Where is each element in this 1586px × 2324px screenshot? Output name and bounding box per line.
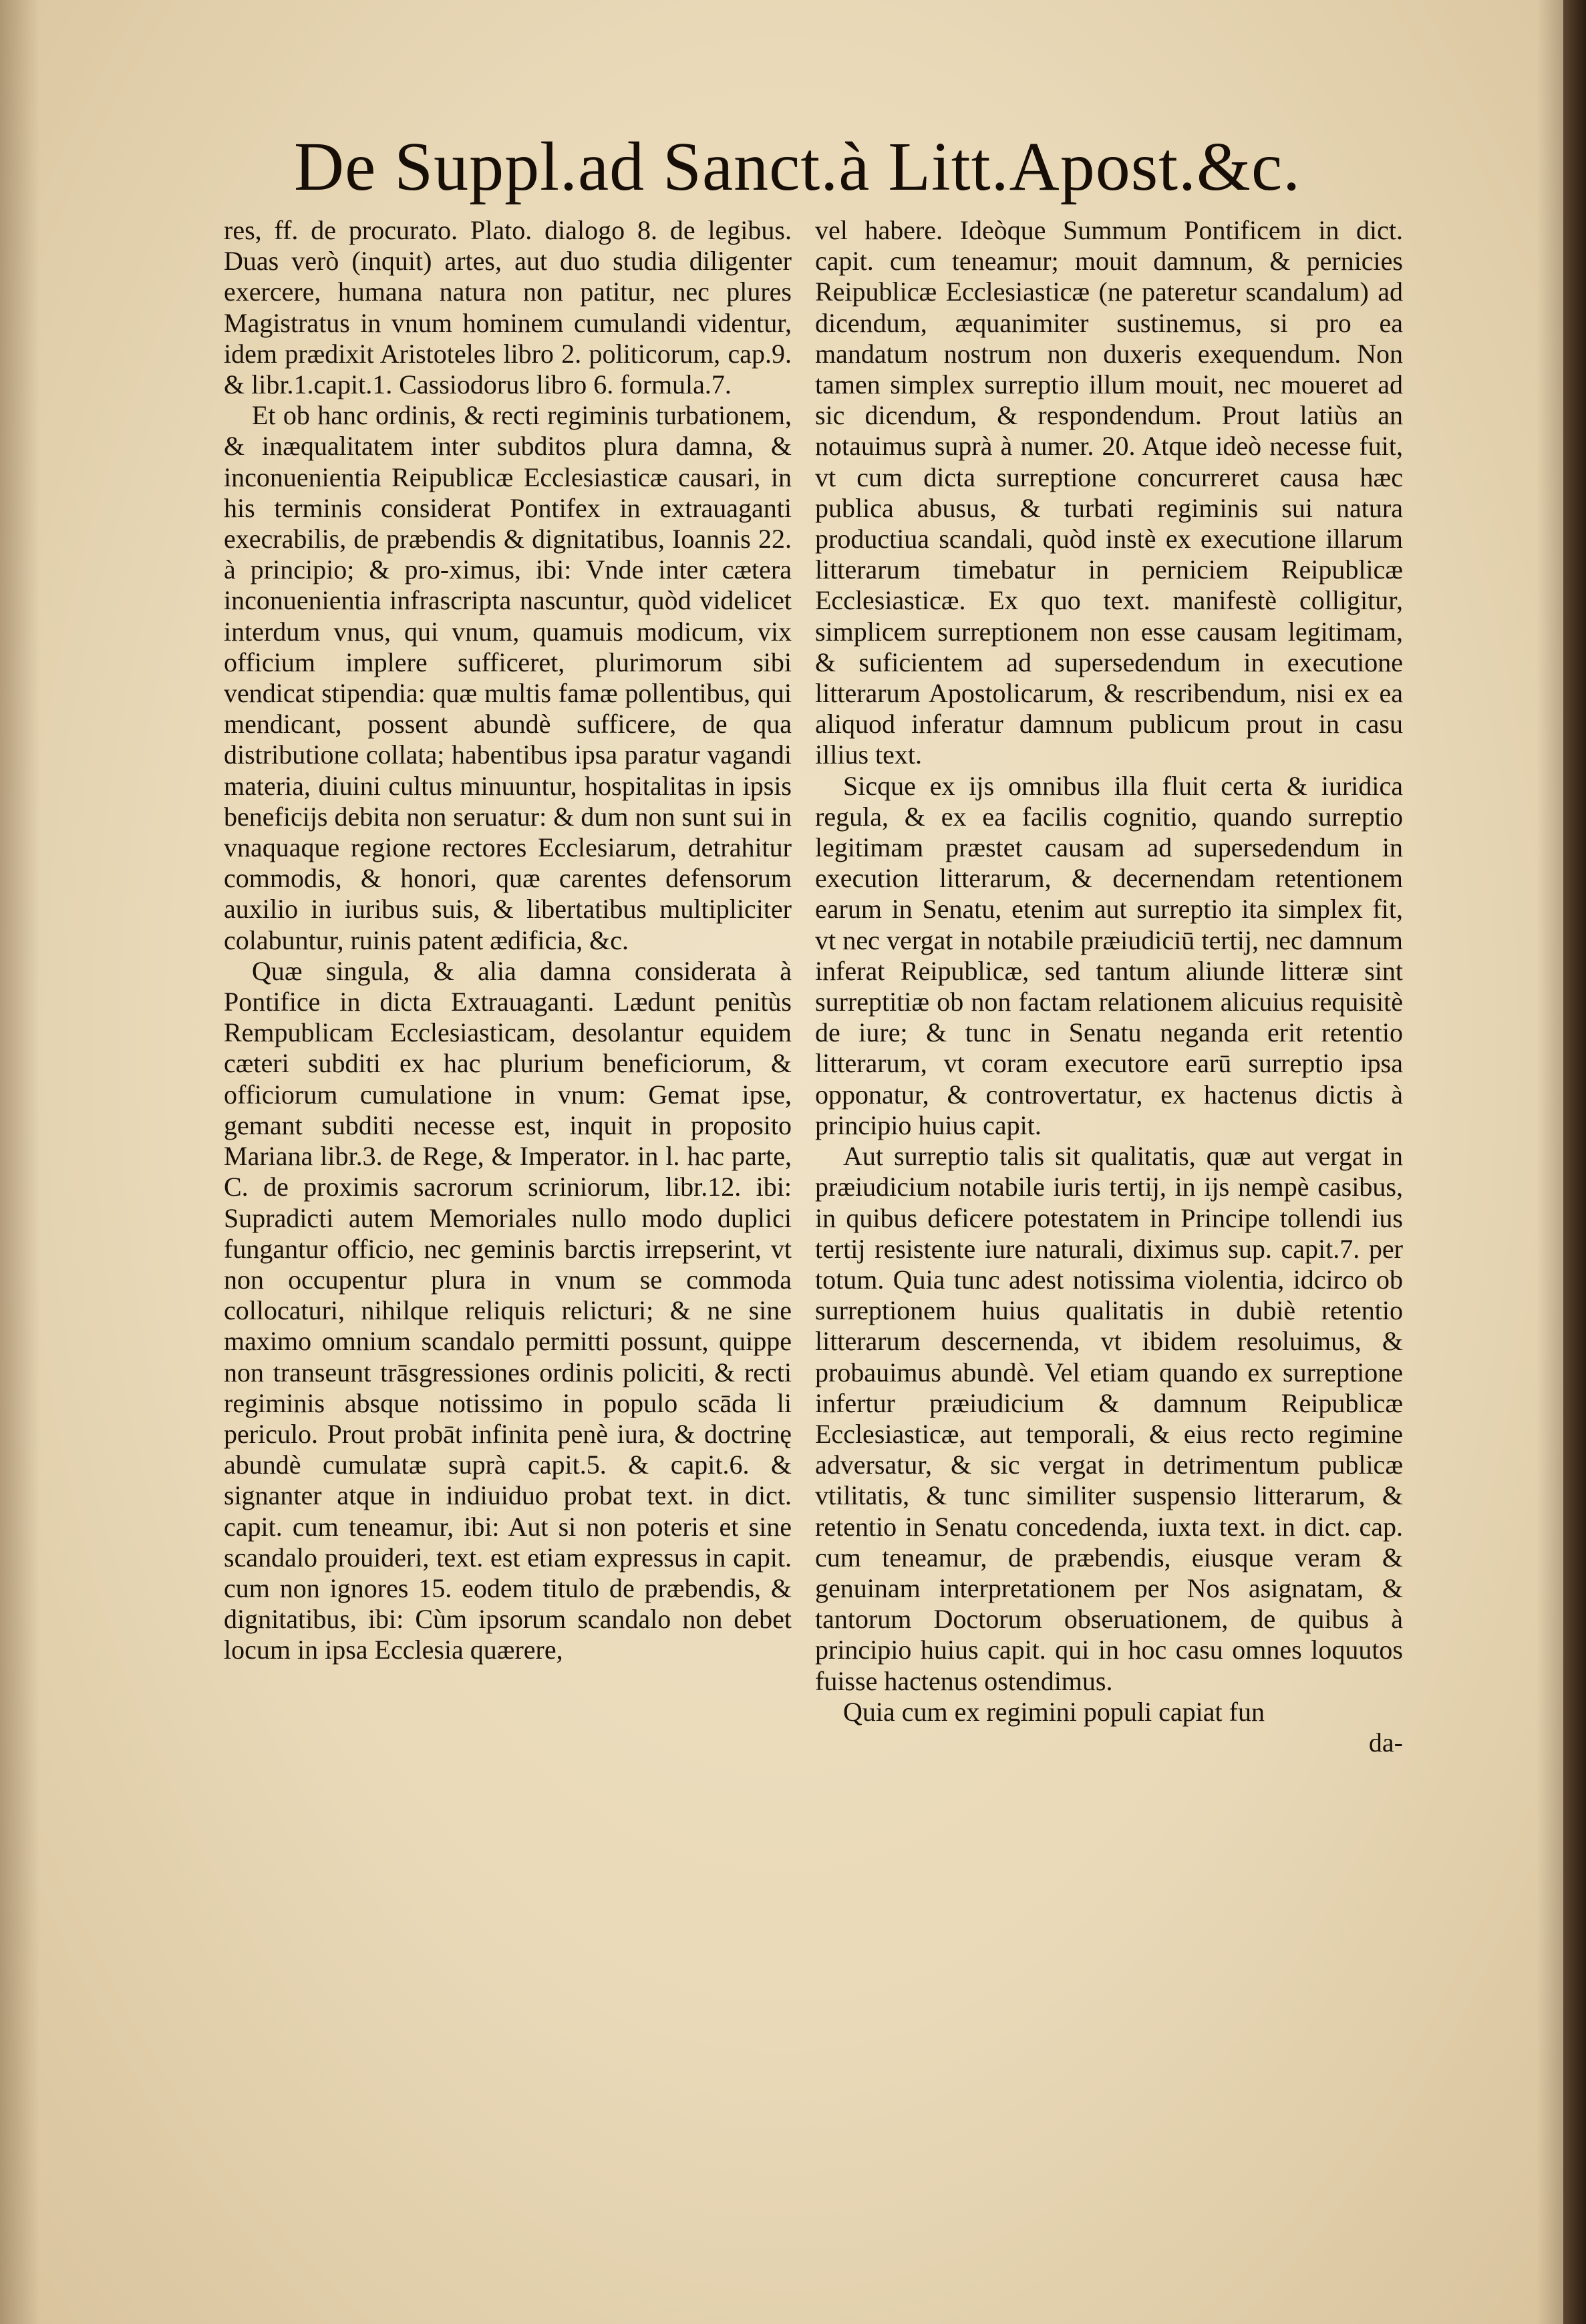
left-paragraph-2: Et ob hanc ordinis, & recti regiminis turbationem, & inæqualitatem inter subditos plura damna, & inconuenientia Reipublicæ Ecclesiasticæ causari, in his terminis considerat Pontifex in extrauaganti execrabilis, de præbendis & dignitatibus, Ioannis 22. à principio; & pro-ximus, ibi: Vnde inter cætera inconuenientia infrascripta nascuntur, quòd videlicet interdum vnus, qui vnum, quamuis modicum, vix officium implere sufficeret, plurimorum sibi vendicat stipendia: quæ multis famæ pollentibus, qui mendicant, possent abundè sufficere, de qua distributione collata; habentibus ipsa paratur vagandi materia, diuini cultus minuuntur, hospitalitas in ipsis beneficijs debita non seruatur: & dum non sunt sui in vnaquaque regione rectores Ecclesiarum, detrahitur commodis, & honori, quæ carentes defensorum auxilio in iuribus suis, & libertatibus multipliciter colabuntur, ruinis patent ædificia, &c. bbox=[224, 400, 792, 955]
right-paragraph-3: Aut surreptio talis sit qualitatis, quæ aut vergat in præiudicium notabile iuris tertij, in ijs nempè casibus, in quibus deficere potestatem in Principe tollendi ius tertij resistente iure naturali, diximus sup. capit.7. per totum. Quia tunc adest notissima violentia, idcirco ob surreptionem huius qualitatis in dubiè retentio litterarum descernenda, vt ibidem resoluimus, & probauimus abundè. Vel etiam quando ex surreptione infertur præiudicium & damnum Reipublicæ Ecclesiasticæ, aut temporali, & eius recto regimine adversatur, & sic vergat in detrimentum publicæ vtilitatis, & tunc similiter suspensio litterarum, & retentio in Senatu concedenda, iuxta text. in dict. cap. cum teneamur, de præbendis, eiusque veram & genuinam interpretationem per Nos asignatam, & tantorum Doctorum obseruationem, de quibus à principio huius capit. qui in hoc casu omnes loquutos fuisse hactenus ostendimus. bbox=[815, 1141, 1403, 1696]
right-paragraph-1: vel habere. Ideòque Summum Pontificem in dict. capit. cum teneamur; mouit damnum, & pernicies Reipublicæ Ecclesiasticæ (ne pateretur scandalum) ad dicendum, æquanimiter sustinemus, si pro ea mandatum nostrum non duxeris exequendum. Non tamen simplex surreptio illum mouit, nec moueret ad sic dicendum, & respondendum. Prout latiùs an notauimus suprà à numer. 20. Atque ideò necesse fuit, vt cum dicta surreptione concurreret causa hæc publica abusus, & turbati regiminis sui natura productiua scandali, quòd instè ex executione illarum litterarum timebatur in perniciem Reipublicæ Ecclesiasticæ. Ex quo text. manifestè colligitur, simplicem surreptionem non esse causam legitimam, & suficientem ad supersedendum in executione litterarum Apostolicarum, & rescribendum, nisi ex ea aliquod inferatur damnum publicum prout in casu illius text. bbox=[815, 215, 1403, 770]
page-edge-shadow bbox=[0, 0, 40, 2324]
right-paragraph-4: Quia cum ex regimini populi capiat fun bbox=[843, 1696, 1265, 1727]
binding-gutter bbox=[1563, 0, 1586, 2324]
left-column bbox=[224, 215, 792, 1666]
running-header: De Suppl.ad Sanct.à Litt.Apost.&c. bbox=[294, 128, 1301, 205]
left-paragraph-1: res, ff. de procurato. Plato. dialogo 8. de legibus. Duas verò (inquit) artes, aut duo studia diligenter exercere, humana natura non patitur, nec plures Magistratus in vnum hominem cumulandi videntur, idem prædixit Aristoteles libro 2. politicorum, cap.9. & libr.1.capit.1. Cassiodorus libro 6. formula.7. bbox=[224, 215, 792, 400]
page-fold-shadow bbox=[1537, 0, 1563, 2324]
right-paragraph-2: Sicque ex ijs omnibus illa fluit certa & iuridica regula, & ex ea facilis cognitio, quando surreptio legitimam præstet causam ad supersedendum in execution litterarum, & decernendam retentionem earum in Senatu, etenim aut surreptio ita simplex fit, vt nec vergat in notabile præiudiciū tertij, nec damnum inferat Reipublicæ, sed tantum aliunde litteræ sint surreptitiæ ob non factam relationem alicuius requisitè de iure; & tunc in Senatu neganda erit retentio litterarum, vt coram executore earū surreptio ipsa opponatur, & controvertatur, ex hactenus dictis à principio huius capit. bbox=[815, 770, 1403, 1140]
right-column bbox=[815, 215, 1403, 1758]
catchword: da- bbox=[1368, 1727, 1403, 1758]
left-paragraph-3: Quæ singula, & alia damna considerata à Pontifice in dicta Extrauaganti. Lædunt penitùs Rempublicam Ecclesiasticam, desolantur equidem cæteri subditi ex hac plurium beneficiorum, & officiorum cumulatione in vnum: Gemat ipse, gemant subditi necesse est, inquit in proposito Mariana libr.3. de Rege, & Imperator. in l. hac parte, C. de proximis sacrorum scriniorum, libr.12. ibi: Supradicti autem Memoriales nullo modo duplici fungantur officio, nec geminis barctis irrepserint, vt non occupentur plura in vnum se commoda collocaturi, nihilque reliquis relicturi; & ne sine maximo omnium scandalo permitti possunt, quippe non transeunt trāsgressiones ordinis policiti, & recti regiminis absque notissimo in populo scāda li periculo. Prout probāt infinita penè iura, & doctrinę abundè cumulatæ suprà capit.5. & capit.6. & signanter atque in indiuiduo probat text. in dict. capit. cum teneamur, ibi: Aut si non poteris et sine scandalo prouideri, text. est etiam expressus in capit. cum non ignores 15. eodem titulo de præbendis, & dignitatibus, ibi: Cùm ipsorum scandalo non debet locum in ipsa Ecclesia quærere, bbox=[224, 955, 792, 1665]
